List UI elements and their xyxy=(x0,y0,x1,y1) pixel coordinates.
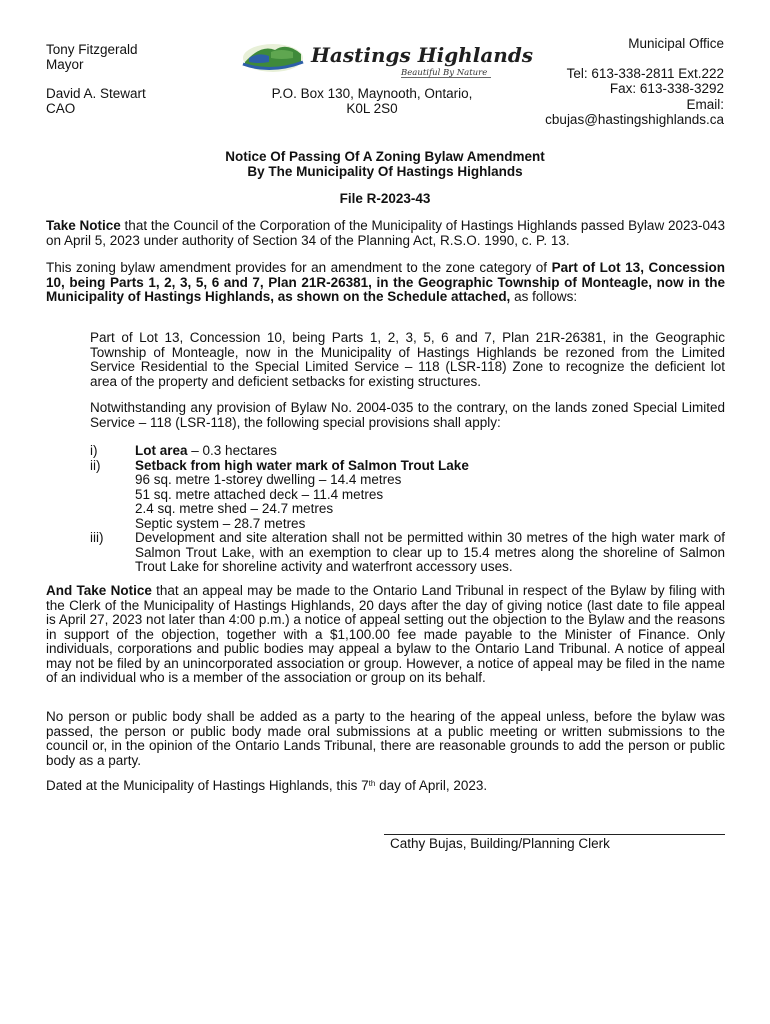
paragraph-appeal: And Take Notice that an appeal may be made to the Ontario Land Tribunal in respect of the Bylaw by filing with the Clerk of the Municipality of Hastings Highlands, 20 days after the day of giving notice (last date to file appeal is April 27, 2023 not later than 4:00 p.m.) a notice of appeal setting out the objection to the Bylaw and the reasons in support of the objection, together with a $1,100.00 fee made payable to the Minister of Finance. Only individuals, corporations and public bodies may appeal a bylaw to the Ontario Land Tribunal. A notice of appeal may not be filed by an unincorporated association or group. However, a notice of appeal may be filed in the name of an individual who is a member of the association or group on its behalf. xyxy=(46,583,725,685)
list-item: ii) Setback from high water mark of Salmon Trout Lake 96 sq. metre 1-storey dwelling – 14.4 metres 51 sq. metre attached deck – 11.4 metres 2.4 sq. metre shed – 24.7 metres Septic system – 28.7 metres xyxy=(90,457,469,531)
signature-name: Cathy Bujas, Building/Planning Clerk xyxy=(390,836,610,851)
mailing-address: P.O. Box 130, Maynooth, Ontario, K0L 2S0 xyxy=(271,86,473,116)
officials-block xyxy=(46,42,146,116)
logo-tagline: Beautiful By Nature xyxy=(401,68,488,78)
paragraph-amendment: This zoning bylaw amendment provides for an amendment to the zone category of Part of Lot 13, Concession 10, being Parts 1, 2, 3, 5, 6 and 7, Plan 21R-26381, in the Geographic Township of Monteagle, now in the Municipality of Hastings Highlands, as shown on the Schedule attached, as follows: xyxy=(46,260,726,304)
paragraph-rezoning: Part of Lot 13, Concession 10, being Parts 1, 2, 3, 5, 6 and 7, Plan 21R-26381, in the Geographic Township of Monteagle, now in the Municipality of Hastings Highlands be rezoned from the Limited Service Residential to the Special Limited Service – 118 (LSR-118) Zone to recognize the deficient lot area of the property and deficient setbacks for existing structures. xyxy=(90,330,725,389)
logo-text: Hastings Highlands xyxy=(311,43,534,67)
provisions-list xyxy=(90,444,725,575)
telephone: Tel: 613-338-2811 Ext.222 xyxy=(566,65,724,81)
email-label: Email: xyxy=(686,96,724,112)
fax: Fax: 613-338-3292 xyxy=(609,81,724,96)
municipal-logo-block xyxy=(222,38,534,116)
email-address[interactable]: cbujas@hastingshighlands.ca xyxy=(545,112,724,127)
cao-title: CAO xyxy=(46,101,76,116)
paragraph-take-notice: Take Notice that the Council of the Corporation of the Municipality of Hastings Highlands passed Bylaw 2023-043 on April 5, 2023 under authority of Section 34 of the Planning Act, R.S.O. 1990, c. P. 13. xyxy=(46,218,725,248)
mayor-name: Tony Fitzgerald xyxy=(46,42,138,57)
contact-block xyxy=(545,36,724,128)
list-item: iii) Development and site alteration shall not be permitted within 30 metres of the high water mark of Salmon Trout Lake, with an exemption to clear up to 15.4 metres along the shoreline of Salmon Trout Lake for shoreline activity and waterfront accessory uses. xyxy=(90,530,725,574)
signature-line xyxy=(384,834,725,835)
hastings-highlands-logo xyxy=(241,38,534,80)
file-number: File R-2023-43 xyxy=(339,191,431,206)
paragraph-parties: No person or public body shall be added as a party to the hearing of the appeal unless, before the bylaw was passed, the person or public body made oral submissions at a public meeting or written submissions to the council or, in the opinion of the Ontario Lands Tribunal, there are reasonable grounds to add the person or public body as a party. xyxy=(46,709,725,768)
dated-line: Dated at the Municipality of Hastings Highlands, this 7th day of April, 2023. xyxy=(46,778,488,793)
paragraph-special-provisions: Notwithstanding any provision of Bylaw No. 2004-035 to the contrary, on the lands zoned Special Limited Service – 118 (LSR-118), the following special provisions shall apply: xyxy=(90,400,725,430)
mayor-title: Mayor xyxy=(46,57,84,72)
cao-name: David A. Stewart xyxy=(46,86,146,101)
office-label: Municipal Office xyxy=(628,36,724,51)
list-item: i) Lot area – 0.3 hectares xyxy=(90,443,277,458)
notice-title: Notice Of Passing Of A Zoning Bylaw Amendment By The Municipality Of Hastings Highlands xyxy=(225,149,545,179)
